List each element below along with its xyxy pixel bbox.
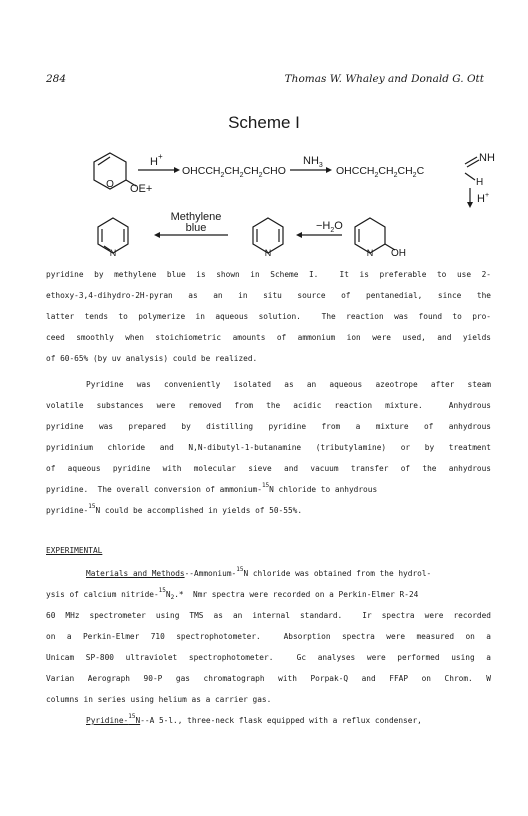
text-line: on a Perkin-Elmer 710 spectrophotometer. Absorption spectra were measured on a [46, 632, 491, 641]
imine-formula: $OHCCH_2CH_2CH_2C$ [336, 165, 425, 179]
text-line: ceed smoothly when stoichiometric amounts of ammonium ion were used, and yields [46, 333, 491, 342]
section-heading: EXPERIMENTAL [46, 546, 103, 555]
text-line: of 60-65% (by uv analysis) could be realized. [46, 354, 258, 363]
protonation-label: H+ [477, 192, 490, 205]
imine-h-label: H [476, 177, 484, 188]
ethoxy-label: OE+ [130, 183, 153, 195]
text-line: pyridinium chloride and N,N-dibutyl-1-butanamine (tributylamine) or by treatment [46, 443, 491, 452]
blue-label: blue [185, 222, 207, 234]
text-line: Pyridine-$^{15}$N--A 5-l., three-neck flask equipped with a reflux condenser, [86, 713, 422, 725]
hydroxy-tetrahydropyridine-structure [355, 218, 395, 253]
text-line: Varian Aerograph 90-P gas chromatograph with Porpak-Q and FFAP on Chrom. W [46, 674, 491, 683]
text-line: pyridine was prepared by distilling pyridine from a mixture of anhydrous [46, 422, 491, 431]
ring-oxygen-label: O [106, 179, 114, 190]
page-number: 284 [46, 73, 67, 85]
hydroxyl-label: OH [391, 248, 406, 259]
text-line: Unicam SP-800 ultraviolet spectrophotometer. Gc analyses were performed using a [46, 653, 491, 662]
text-line: 60 MHz spectrometer using TMS as an internal standard. Ir spectra were recorded [46, 611, 491, 620]
pyridine-n-label: N [109, 248, 117, 258]
ammonia-label: $NH_3$ [303, 155, 323, 169]
text-line: pyridine by methylene blue is shown in Scheme I. It is preferable to use 2- [46, 270, 491, 279]
scheme-title: Scheme I [228, 113, 300, 132]
text-line: columns in series using helium as a carrier gas. [46, 695, 272, 704]
hydroxy-ring-n-label: N [366, 248, 374, 258]
text-line: of aqueous pyridine with molecular sieve and vacuum transfer of the anhydrous [46, 464, 491, 473]
acid-catalyst-label: H [150, 156, 158, 168]
paragraph-2 [46, 374, 491, 521]
methylene-label: Methylene [170, 211, 222, 223]
text-line: Pyridine was conveniently isolated as an aqueous azeotrope after steam [86, 380, 491, 389]
text-line: ethoxy-3,4-dihydro-2H-pyran as an in situ source of pentanedial, since the [46, 291, 491, 300]
reaction-scheme [0, 140, 528, 265]
dehydration-label: $-H_2O$ [316, 220, 343, 234]
text-line: pyridine-$^{15}$N could be accomplished in yields of 50-55%. [46, 503, 303, 515]
acid-catalyst-charge: + [158, 152, 163, 161]
pentanedial-formula: $OHCCH_2CH_2CH_2CHO$ [182, 165, 286, 179]
running-header-authors: Thomas W. Whaley and Donald G. Ott [284, 73, 484, 85]
dihydropyridine-n-label: N [264, 248, 272, 258]
paragraph-1 [46, 264, 491, 369]
text-line: volatile substances were removed from the acidic reaction mixture. Anhydrous [46, 401, 491, 410]
experimental-section [46, 540, 491, 731]
text-line: Materials and Methods--Ammonium-$^{15}$N chloride was obtained from the hydrol- [86, 566, 432, 578]
text-line: ysis of calcium nitride-$^{15}N_2.*$ Nmr spectra were recorded on a Perkin-Elmer R-24 [46, 587, 419, 601]
text-line: pyridine. The overall conversion of ammonium-$^{15}$N chloride to anhydrous [46, 482, 378, 494]
imine-nh-label: NH [479, 152, 495, 164]
text-line: latter tends to polymerize in aqueous solution. The reaction was found to pro- [46, 312, 491, 321]
